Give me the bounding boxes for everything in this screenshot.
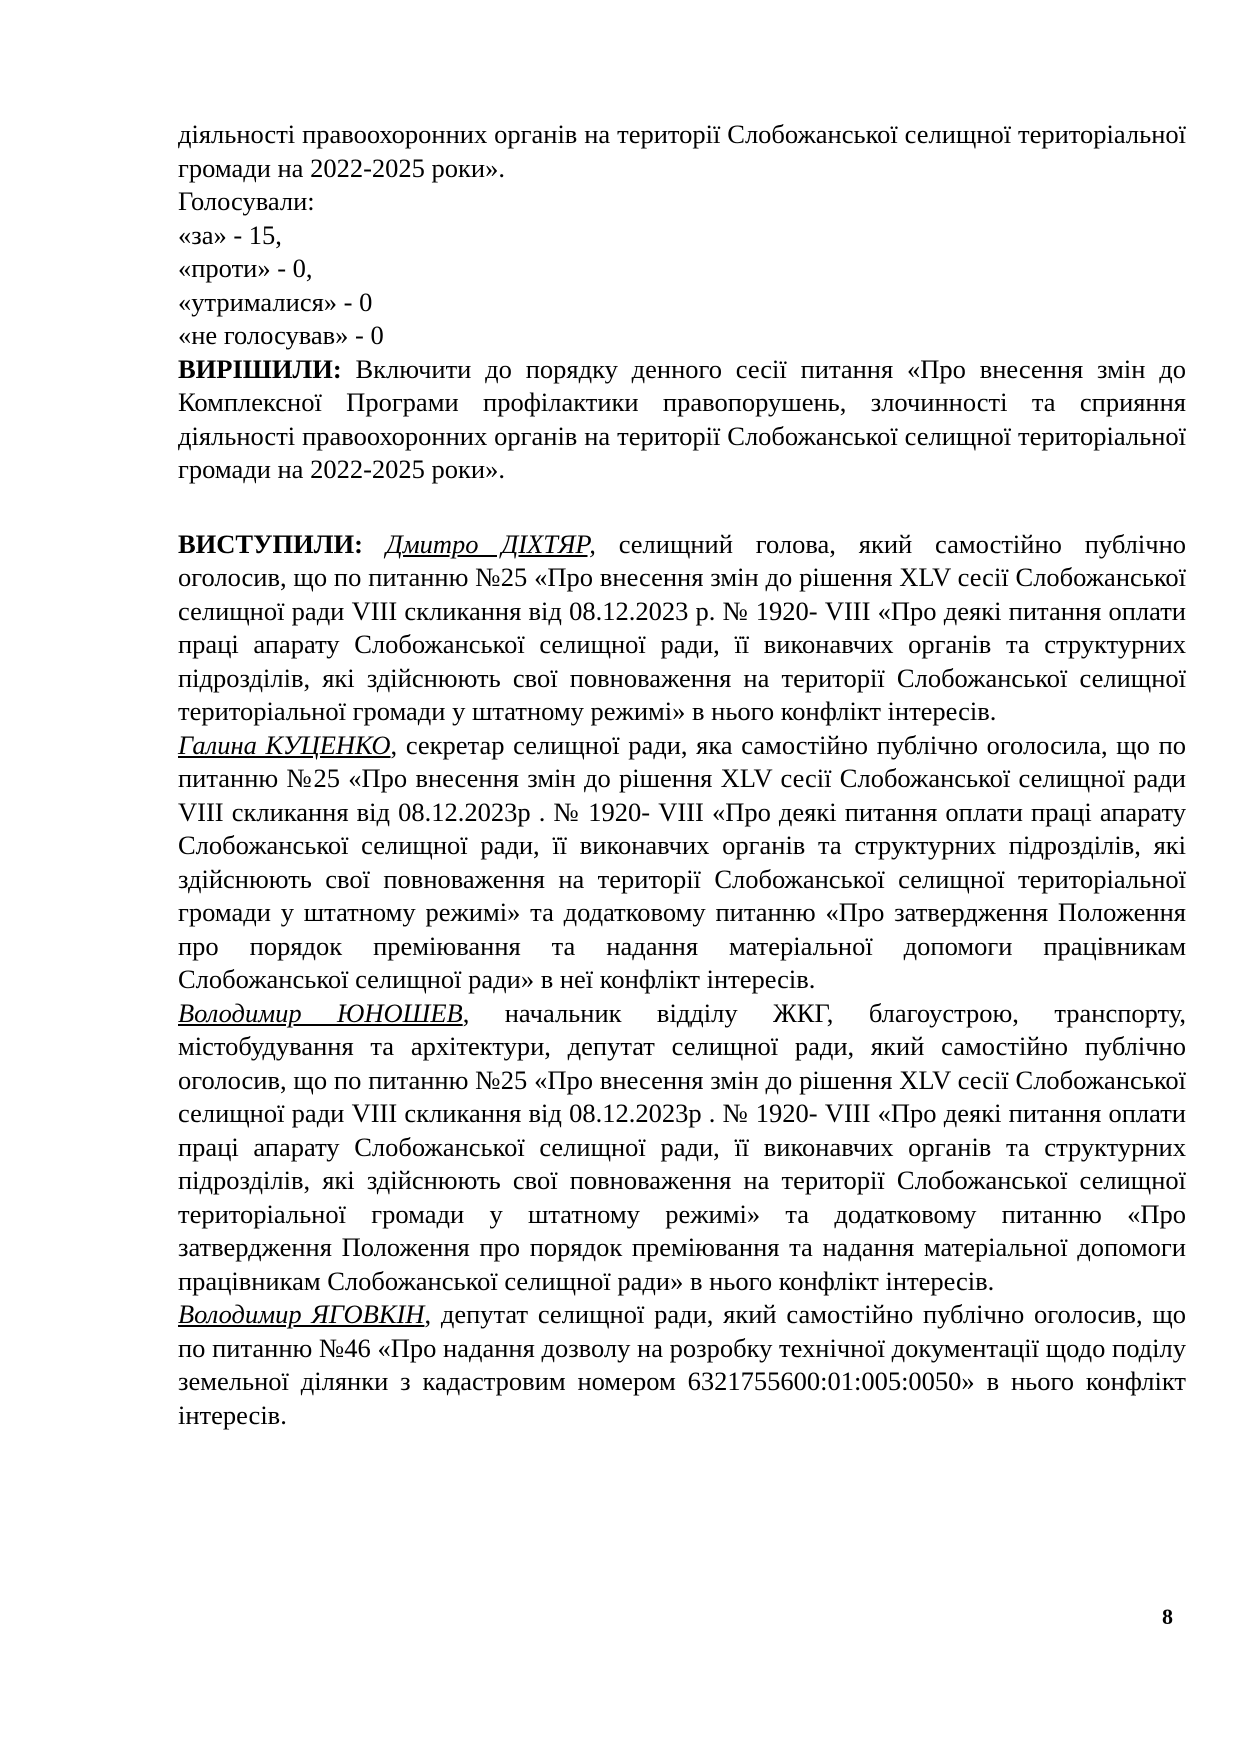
decision-label: ВИРІШИЛИ: [178, 353, 342, 384]
document-body [178, 118, 1186, 1432]
speaker-name-3: Володимир ЮНОШЕВ [178, 997, 463, 1028]
speech-paragraph-2 [178, 729, 1186, 997]
speaker-name-4: Володимир ЯГОВКІН [178, 1299, 425, 1329]
page-number: 8 [1162, 1604, 1173, 1629]
speech-paragraph-4 [178, 1298, 1186, 1432]
vote-against: «проти» - 0, [178, 253, 313, 283]
speech-text-1: селищний голова, який самостійно публічно оголосив, що по питанню №25 «Про внесення змін до рішення XLV сесії Слобожанської селищної ради VIII скликання від 08.12.2023 р. № 1920- VIII «Про деякі питання оплати праці апарату Слобожанської селищної ради, її виконавчих органів та структурних підрозділів, які здійснюють свої повноваження на території Слобожанської селищної територіальної громади у штатному режимі» в нього конфлікт інтересів. [178, 528, 1186, 726]
section-spacer [178, 487, 1186, 528]
speaker-name-2: Галина КУЦЕНКО [178, 729, 391, 760]
speech-paragraph-1 [178, 528, 1186, 729]
speech-paragraph-3 [178, 997, 1186, 1299]
decision-paragraph [178, 353, 1186, 487]
vote-for: «за» - 15, [178, 219, 282, 250]
speech-text-4: , депутат селищної ради, який самостійно публічно оголосив, що по питанню №46 «Про надання дозволу на розробку технічної документації щодо поділу земельної ділянки з кадастровим номером 6321755600:01:005:0050» в нього конфлікт інтересів. [178, 1299, 1187, 1430]
vote-block [178, 185, 1186, 353]
speaker-name-1: Дмитро ДІХТЯР, [385, 528, 596, 559]
speech-text-2: , секретар селищної ради, яка самостійно публічно оголосила, що по питанню №25 «Про внесення змін до рішення XLV сесії Слобожанської селищної ради VIII скликання від 08.12.2023р . № 1920- VIII «Про деякі питання оплати праці апарату Слобожанської селищної ради, її виконавчих органів та структурних підрозділів, які здійснюють свої повноваження на території Слобожанської селищної територіальної громади у штатному режимі» та додатковому питанню «Про затвердження Положення про порядок преміювання та надання матеріальної допомоги працівникам Слобожанської селищної ради» в неї конфлікт інтересів. [178, 729, 1186, 994]
decision-text: Включити до порядку денного сесії питання «Про внесення змін до Комплексної Програми профілактики правопорушень, злочинності та сприяння діяльності правоохоронних органів на території Слобожанської селищної територіальної громади на 2022-2025 роки». [178, 353, 1186, 484]
vote-heading: Голосували: [178, 186, 315, 216]
speech-text-3: , начальник відділу ЖКГ, благоустрою, транспорту, містобудування та архітектури, депутат селищної ради, який самостійно публічно оголосив, що по питанню №25 «Про внесення змін до рішення XLV сесії Слобожанської селищної ради VIII скликання від 08.12.2023р . № 1920- VIII «Про деякі питання оплати праці апарату Слобожанської селищної ради, її виконавчих органів та структурних підрозділів, які здійснюють свої повноваження на території Слобожанської селищної територіальної громади у штатному режимі» та додатковому питанню «Про затвердження Положення про порядок преміювання та надання матеріальної допомоги працівникам Слобожанської селищної ради» в нього конфлікт інтересів. [178, 997, 1186, 1296]
vote-not-voted: «не голосував» - 0 [178, 320, 384, 350]
speeches-label: ВИСТУПИЛИ: [178, 528, 363, 559]
intro-paragraph: діяльності правоохоронних органів на території Слобожанської селищної територіальної громади на 2022-2025 роки». [178, 119, 1186, 183]
vote-abstained: «утрималися» - 0 [178, 286, 373, 317]
